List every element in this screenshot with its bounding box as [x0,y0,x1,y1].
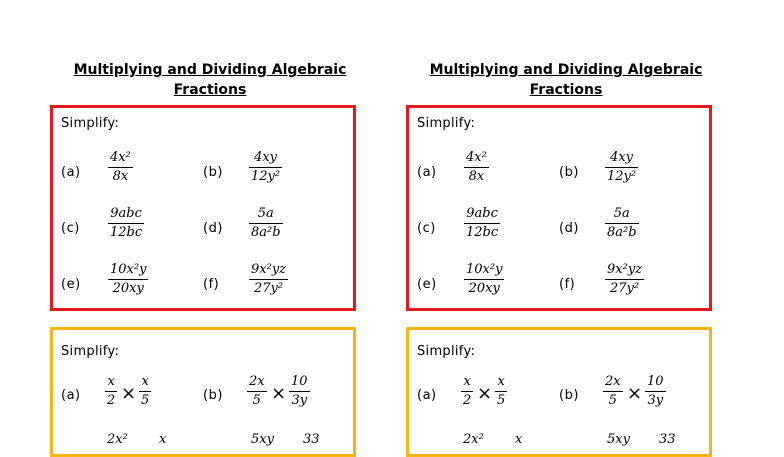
label-a: (a) [61,388,81,403]
label-e: (e) [61,277,81,292]
label-b: (b) [203,388,223,403]
fraction-f: 9x²yz 27y² [251,262,287,296]
times-sign: × [627,383,643,404]
fraction-d1-partial: 5xy [251,432,274,447]
label-a: (a) [417,165,437,180]
label-b: (b) [559,388,579,403]
fraction-c1-partial: 2x² [463,432,484,447]
simplify-label: Simplify: [417,344,476,359]
fraction-a1: x 2 [107,374,116,408]
fraction-d2-partial: 33 [303,432,320,447]
fraction-c: 9abc 12bc [466,206,499,240]
fraction-a2: x 5 [141,374,150,408]
fraction-a2: x 5 [497,374,506,408]
fraction-e: 10x²y 20xy [466,262,503,296]
fraction-c2-partial: x [159,432,167,447]
simplify-label: Simplify: [61,344,120,359]
simplify-box-orange [406,327,712,457]
fraction-b: 4xy 12y² [251,150,281,184]
label-c: (c) [417,221,436,236]
worksheet-title: Multiplying and Dividing Algebraic Fractions [73,62,347,98]
label-a: (a) [417,388,437,403]
fraction-a1: x 2 [463,374,472,408]
fraction-b1: 2x 5 [605,374,621,408]
simplify-label: Simplify: [61,116,120,131]
fraction-d: 5a 8a²b [607,206,637,240]
fraction-f: 9x²yz 27y² [607,262,643,296]
times-sign: × [271,383,287,404]
simplify-label: Simplify: [417,116,476,131]
fraction-b1: 2x 5 [249,374,265,408]
fraction-a: 4x² 8x [110,150,131,184]
simplify-box-red [50,105,356,311]
simplify-box-red [406,105,712,311]
fraction-d: 5a 8a²b [251,206,281,240]
simplify-box-orange [50,327,356,457]
fraction-e: 10x²y 20xy [110,262,147,296]
label-b: (b) [559,165,579,180]
fraction-b2: 10 3y [647,374,664,408]
fraction-d2-partial: 33 [659,432,676,447]
worksheet-title: Multiplying and Dividing Algebraic Fractions [429,62,703,98]
times-sign: × [121,383,137,404]
label-a: (a) [61,165,81,180]
fraction-b2: 10 3y [291,374,308,408]
fraction-b: 4xy 12y² [607,150,637,184]
label-b: (b) [203,165,223,180]
label-f: (f) [203,277,220,292]
fraction-a: 4x² 8x [466,150,487,184]
fraction-c1-partial: 2x² [107,432,128,447]
label-d: (d) [203,221,223,236]
label-d: (d) [559,221,579,236]
label-f: (f) [559,277,576,292]
label-e: (e) [417,277,437,292]
fraction-d1-partial: 5xy [607,432,630,447]
times-sign: × [477,383,493,404]
fraction-c2-partial: x [515,432,523,447]
label-c: (c) [61,221,80,236]
fraction-c: 9abc 12bc [110,206,143,240]
